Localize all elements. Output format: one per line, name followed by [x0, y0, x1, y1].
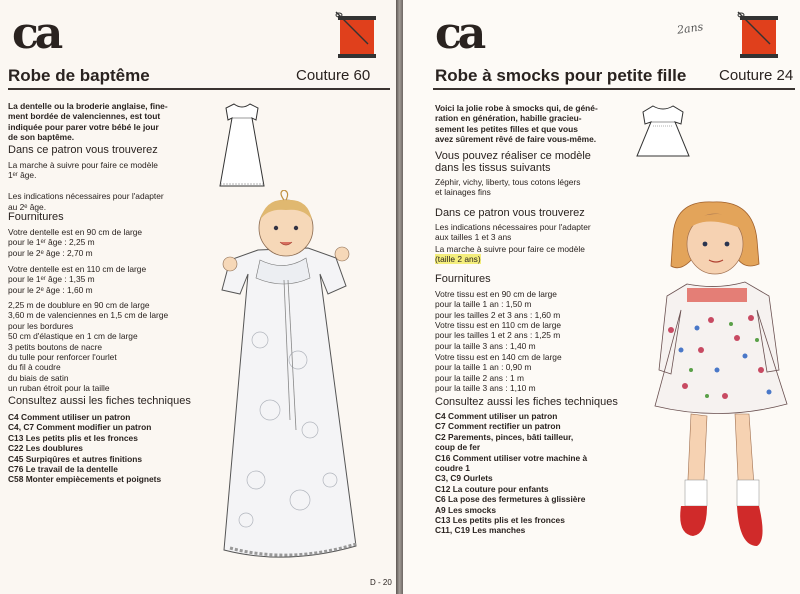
list-item: C22 Les doublures — [8, 443, 83, 454]
fournitures-text: 2,25 m de doublure en 90 cm de large 3,60 m de valenciennes en 1,5 cm de large pour les bordures 50 cm d'élastique en 1 cm de large 3 petits boutons de nacre du tulle pour renforcer l'ourlet du fil à coudre du biais de satin un ruban étroit pour la taille — [8, 300, 169, 394]
section-heading: Vous pouvez réaliser ce modèle dans les tissus suivants — [435, 150, 591, 174]
list-item: C58 Monter empiècements et poignets — [8, 474, 162, 485]
book-gutter — [396, 0, 403, 594]
fournitures-text: Votre dentelle est en 110 cm de large pour le 1ᵉʳ âge : 1,35 m pour le 2ᵉ âge : 1,60 m — [8, 264, 147, 295]
list-item: C3, C9 Ourlets — [435, 473, 493, 484]
technical-sheets-list — [435, 411, 587, 536]
list-item: C4 Comment utiliser un patron — [435, 411, 558, 421]
list-item: C7 Comment rectifier un patron — [435, 421, 561, 432]
list-item: C2 Parements, pinces, bâti tailleur, — [435, 431, 574, 442]
patron-text: La marche à suivre pour faire ce modèle 1ᵉʳ âge. Les indications nécessaires pour l'adapter au 2ᵉ âge. — [8, 160, 164, 212]
logo: ca — [12, 8, 60, 59]
girl-smocked-dress-illustration — [641, 200, 799, 560]
logo: ca — [435, 8, 483, 59]
handwritten-note: 2ans — [676, 20, 705, 37]
divider — [433, 88, 795, 90]
fournitures-text: Votre tissu est en 110 cm de large pour les tailles 1 et 2 ans : 1,25 m pour la taille 3 ans : 1,40 m — [435, 320, 562, 351]
page-title: Robe à smocks pour petite fille — [435, 66, 687, 85]
list-item: C13 Les petits plis et les fronces — [435, 515, 565, 526]
baby-christening-gown-illustration — [200, 190, 370, 570]
page-title: Robe de baptême — [8, 66, 150, 85]
fournitures-text: Votre dentelle est en 90 cm de large pour le 1ᵉʳ âge : 2,25 m pour le 2ᵉ âge : 2,70 m — [8, 227, 143, 258]
list-item: coudre 1 — [435, 463, 470, 474]
list-item: C4 Comment utiliser un patron — [8, 412, 131, 422]
list-item: coup de fer — [435, 442, 481, 453]
fournitures-text: Votre tissu est en 90 cm de large pour la taille 1 an : 1,50 m pour les tailles 2 et 3 ans : 1,60 m — [435, 289, 561, 320]
list-item: C4, C7 Comment modifier un patron — [8, 422, 152, 433]
section-heading: Consultez aussi les fiches techniques — [8, 395, 191, 407]
patron-text: Les indications nécessaires pour l'adapter aux tailles 1 et 3 ans — [435, 222, 591, 243]
divider — [8, 88, 390, 90]
page-number: D - 20 — [370, 578, 392, 587]
section-heading: Fournitures — [435, 273, 491, 285]
category-label: Couture 60 — [296, 67, 371, 84]
patron-text: La marche à suivre pour faire ce modèle — [435, 244, 585, 254]
list-item: C76 Le travail de la dentelle — [8, 464, 118, 475]
thread-spool-icon — [736, 8, 782, 64]
list-item: C16 Comment utiliser votre machine à — [435, 452, 588, 463]
category-label: Couture 24 — [719, 67, 794, 84]
dress-flat-sketch — [631, 102, 695, 160]
list-item: C12 La couture pour enfants — [435, 483, 549, 494]
section-heading: Dans ce patron vous trouverez — [435, 207, 585, 219]
list-item: C13 Les petits plis et les fronces — [8, 432, 138, 443]
tissus-text: Zéphir, vichy, liberty, tous cotons légers et lainages fins — [435, 177, 581, 198]
technical-sheets-list — [8, 412, 161, 485]
section-heading: Consultez aussi les fiches techniques — [435, 396, 618, 408]
right-page — [403, 0, 800, 594]
list-item: A9 Les smocks — [435, 504, 496, 515]
list-item: C11, C19 Les manches — [435, 525, 526, 536]
section-heading: Dans ce patron vous trouverez — [8, 144, 158, 156]
highlighted-size — [435, 254, 481, 264]
list-item: C6 La pose des fermetures à glissière — [435, 494, 586, 505]
thread-spool-icon — [334, 8, 380, 64]
left-page — [0, 0, 396, 594]
fournitures-text: Votre tissu est en 140 cm de large pour la taille 1 an : 0,90 m pour la taille 2 ans : 1 m pour la taille 3 ans : 1,10 m — [435, 352, 562, 394]
intro-text: Voici la jolie robe à smocks qui, de géné- ration en génération, habille gracieu- sement les petites filles et que vous avez sûrement rêvé de faire vous-même. — [435, 103, 598, 145]
section-heading: Fournitures — [8, 211, 64, 223]
intro-text: La dentelle ou la broderie anglaise, fine- ment bordée de valenciennes, est tout indiquée pour parer votre bébé le jour de son baptême. — [8, 101, 168, 143]
highlight-mark: (taille 2 ans) — [435, 254, 481, 264]
dress-flat-sketch — [212, 100, 272, 192]
list-item: C45 Surpiqûres et autres finitions — [8, 453, 143, 464]
